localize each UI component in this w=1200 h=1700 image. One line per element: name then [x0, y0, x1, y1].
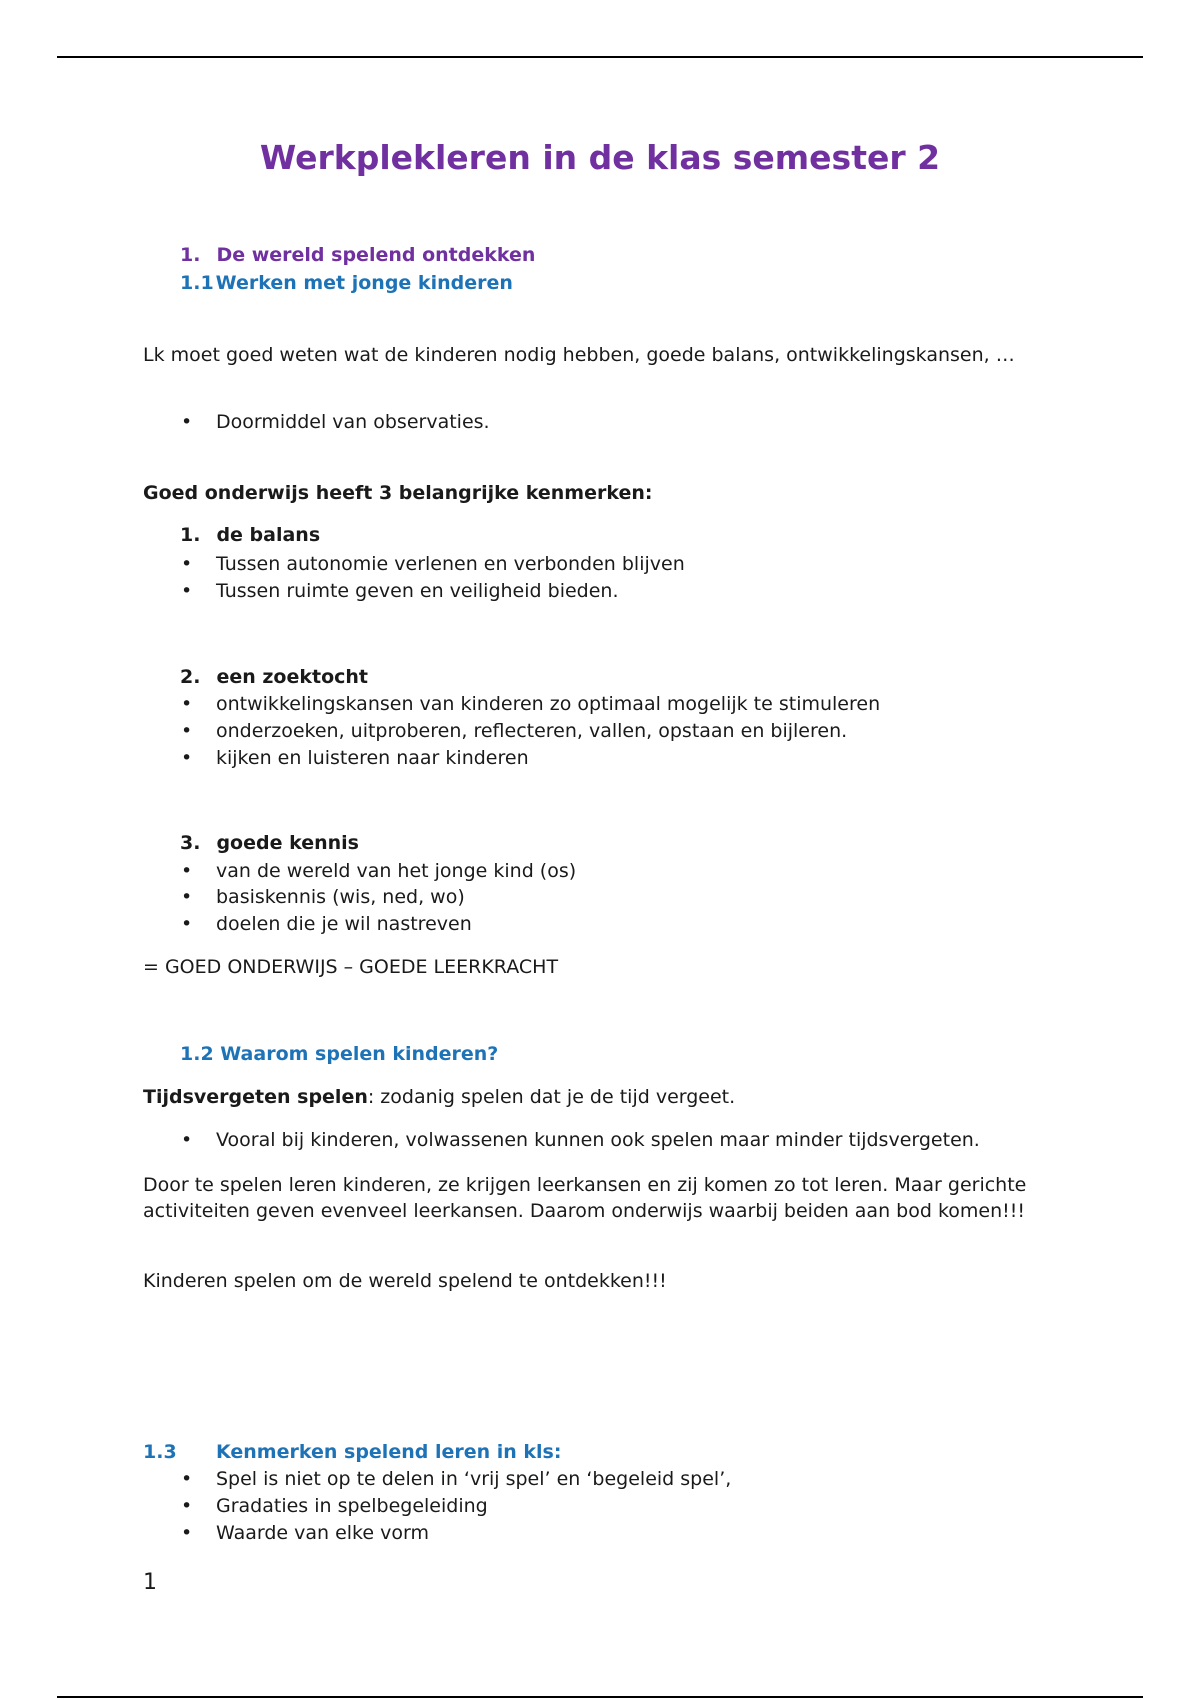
section-1-label: De wereld spelend ontdekken	[216, 244, 536, 266]
kenmerk-2-bullet-3: kijken en luisteren naar kinderen	[216, 747, 529, 769]
kenmerk-1-label: de balans	[216, 524, 321, 546]
tijdsvergeten-term: Tijdsvergeten spelen	[143, 1086, 368, 1108]
kenmerk-3-bullet-3: doelen die je wil nastreven	[216, 913, 472, 935]
bottom-rule	[57, 1696, 1143, 1698]
kenmerk-2-heading	[180, 666, 368, 688]
paragraph-ontdekken: Kinderen spelen om de wereld spelend te ontdekken!!!	[143, 1270, 667, 1292]
kenmerk-2-bullet-2: onderzoeken, uitproberen, reflecteren, vallen, opstaan en bijleren.	[216, 720, 848, 742]
section-1-3-bullet-3: Waarde van elke vorm	[216, 1522, 429, 1544]
section-1-2-heading: 1.2 Waarom spelen kinderen?	[180, 1043, 499, 1065]
section-1-number: 1.	[180, 244, 201, 266]
kenmerk-2-number: 2.	[180, 666, 201, 688]
kenmerken-heading: Goed onderwijs heeft 3 belangrijke kenmerken:	[143, 482, 653, 504]
kenmerk-3-bullet-1: van de wereld van het jonge kind (os)	[216, 860, 577, 882]
bullet-marker: •	[181, 411, 193, 433]
tijdsvergeten-rest: : zodanig spelen dat je de tijd vergeet.	[367, 1086, 736, 1108]
kenmerk-1-number: 1.	[180, 524, 201, 546]
kenmerk-3-number: 3.	[180, 832, 201, 854]
kenmerk-1-heading	[180, 524, 320, 546]
bullet-marker: •	[181, 747, 193, 769]
section-1-3-number: 1.3	[143, 1441, 177, 1463]
section-1-1-label: Werken met jonge kinderen	[215, 272, 513, 294]
kenmerk-2-label: een zoektocht	[216, 666, 369, 688]
kenmerk-3-heading	[180, 832, 359, 854]
tijdsvergeten-bullet-1: Vooral bij kinderen, volwassenen kunnen ook spelen maar minder tijdsvergeten.	[216, 1129, 980, 1151]
kenmerk-1-bullet-1: Tussen autonomie verlenen en verbonden blijven	[216, 553, 685, 575]
bullet-marker: •	[181, 913, 193, 935]
section-1-1-heading	[180, 272, 513, 294]
conclusion-line: = GOED ONDERWIJS – GOEDE LEERKRACHT	[143, 956, 559, 978]
bullet-marker: •	[181, 553, 193, 575]
kenmerk-1-bullet-2: Tussen ruimte geven en veiligheid bieden.	[216, 580, 619, 602]
section-1-3-heading	[143, 1441, 561, 1463]
bullet-marker: •	[181, 693, 193, 715]
bullet-marker: •	[181, 886, 193, 908]
bullet-marker: •	[181, 580, 193, 602]
bullet-marker: •	[181, 1129, 193, 1151]
section-1-1-number: 1.1	[180, 272, 214, 294]
kenmerk-3-bullet-2: basiskennis (wis, ned, wo)	[216, 886, 465, 908]
tijdsvergeten-definition	[143, 1086, 735, 1108]
bullet-marker: •	[181, 1495, 193, 1517]
intro-paragraph: Lk moet goed weten wat de kinderen nodig hebben, goede balans, ontwikkelingskansen, …	[143, 344, 1015, 366]
bullet-marker: •	[181, 1522, 193, 1544]
section-1-3-bullet-2: Gradaties in spelbegeleiding	[216, 1495, 488, 1517]
bullet-marker: •	[181, 1468, 193, 1490]
section-1-heading	[180, 244, 535, 266]
section-1-3-bullet-1: Spel is niet op te delen in ‘vrij spel’ en ‘begeleid spel’,	[216, 1468, 732, 1490]
kenmerk-2-bullet-1: ontwikkelingskansen van kinderen zo optimaal mogelijk te stimuleren	[216, 693, 881, 715]
top-rule	[57, 56, 1143, 58]
kenmerk-3-label: goede kennis	[216, 832, 359, 854]
page-number: 1	[143, 1570, 157, 1595]
bullet-marker: •	[181, 860, 193, 882]
paragraph-leerkansen: Door te spelen leren kinderen, ze krijgen leerkansen en zij komen zo tot leren. Maar gerichte activiteiten geven evenveel leerkansen. Daarom onderwijs waarbij beiden aan bod komen!!!	[143, 1174, 1027, 1222]
document-title: Werkplekleren in de klas semester 2	[259, 138, 941, 177]
section-1-3-label: Kenmerken spelend leren in kls:	[216, 1441, 562, 1463]
intro-bullet-1: Doormiddel van observaties.	[216, 411, 490, 433]
bullet-marker: •	[181, 720, 193, 742]
